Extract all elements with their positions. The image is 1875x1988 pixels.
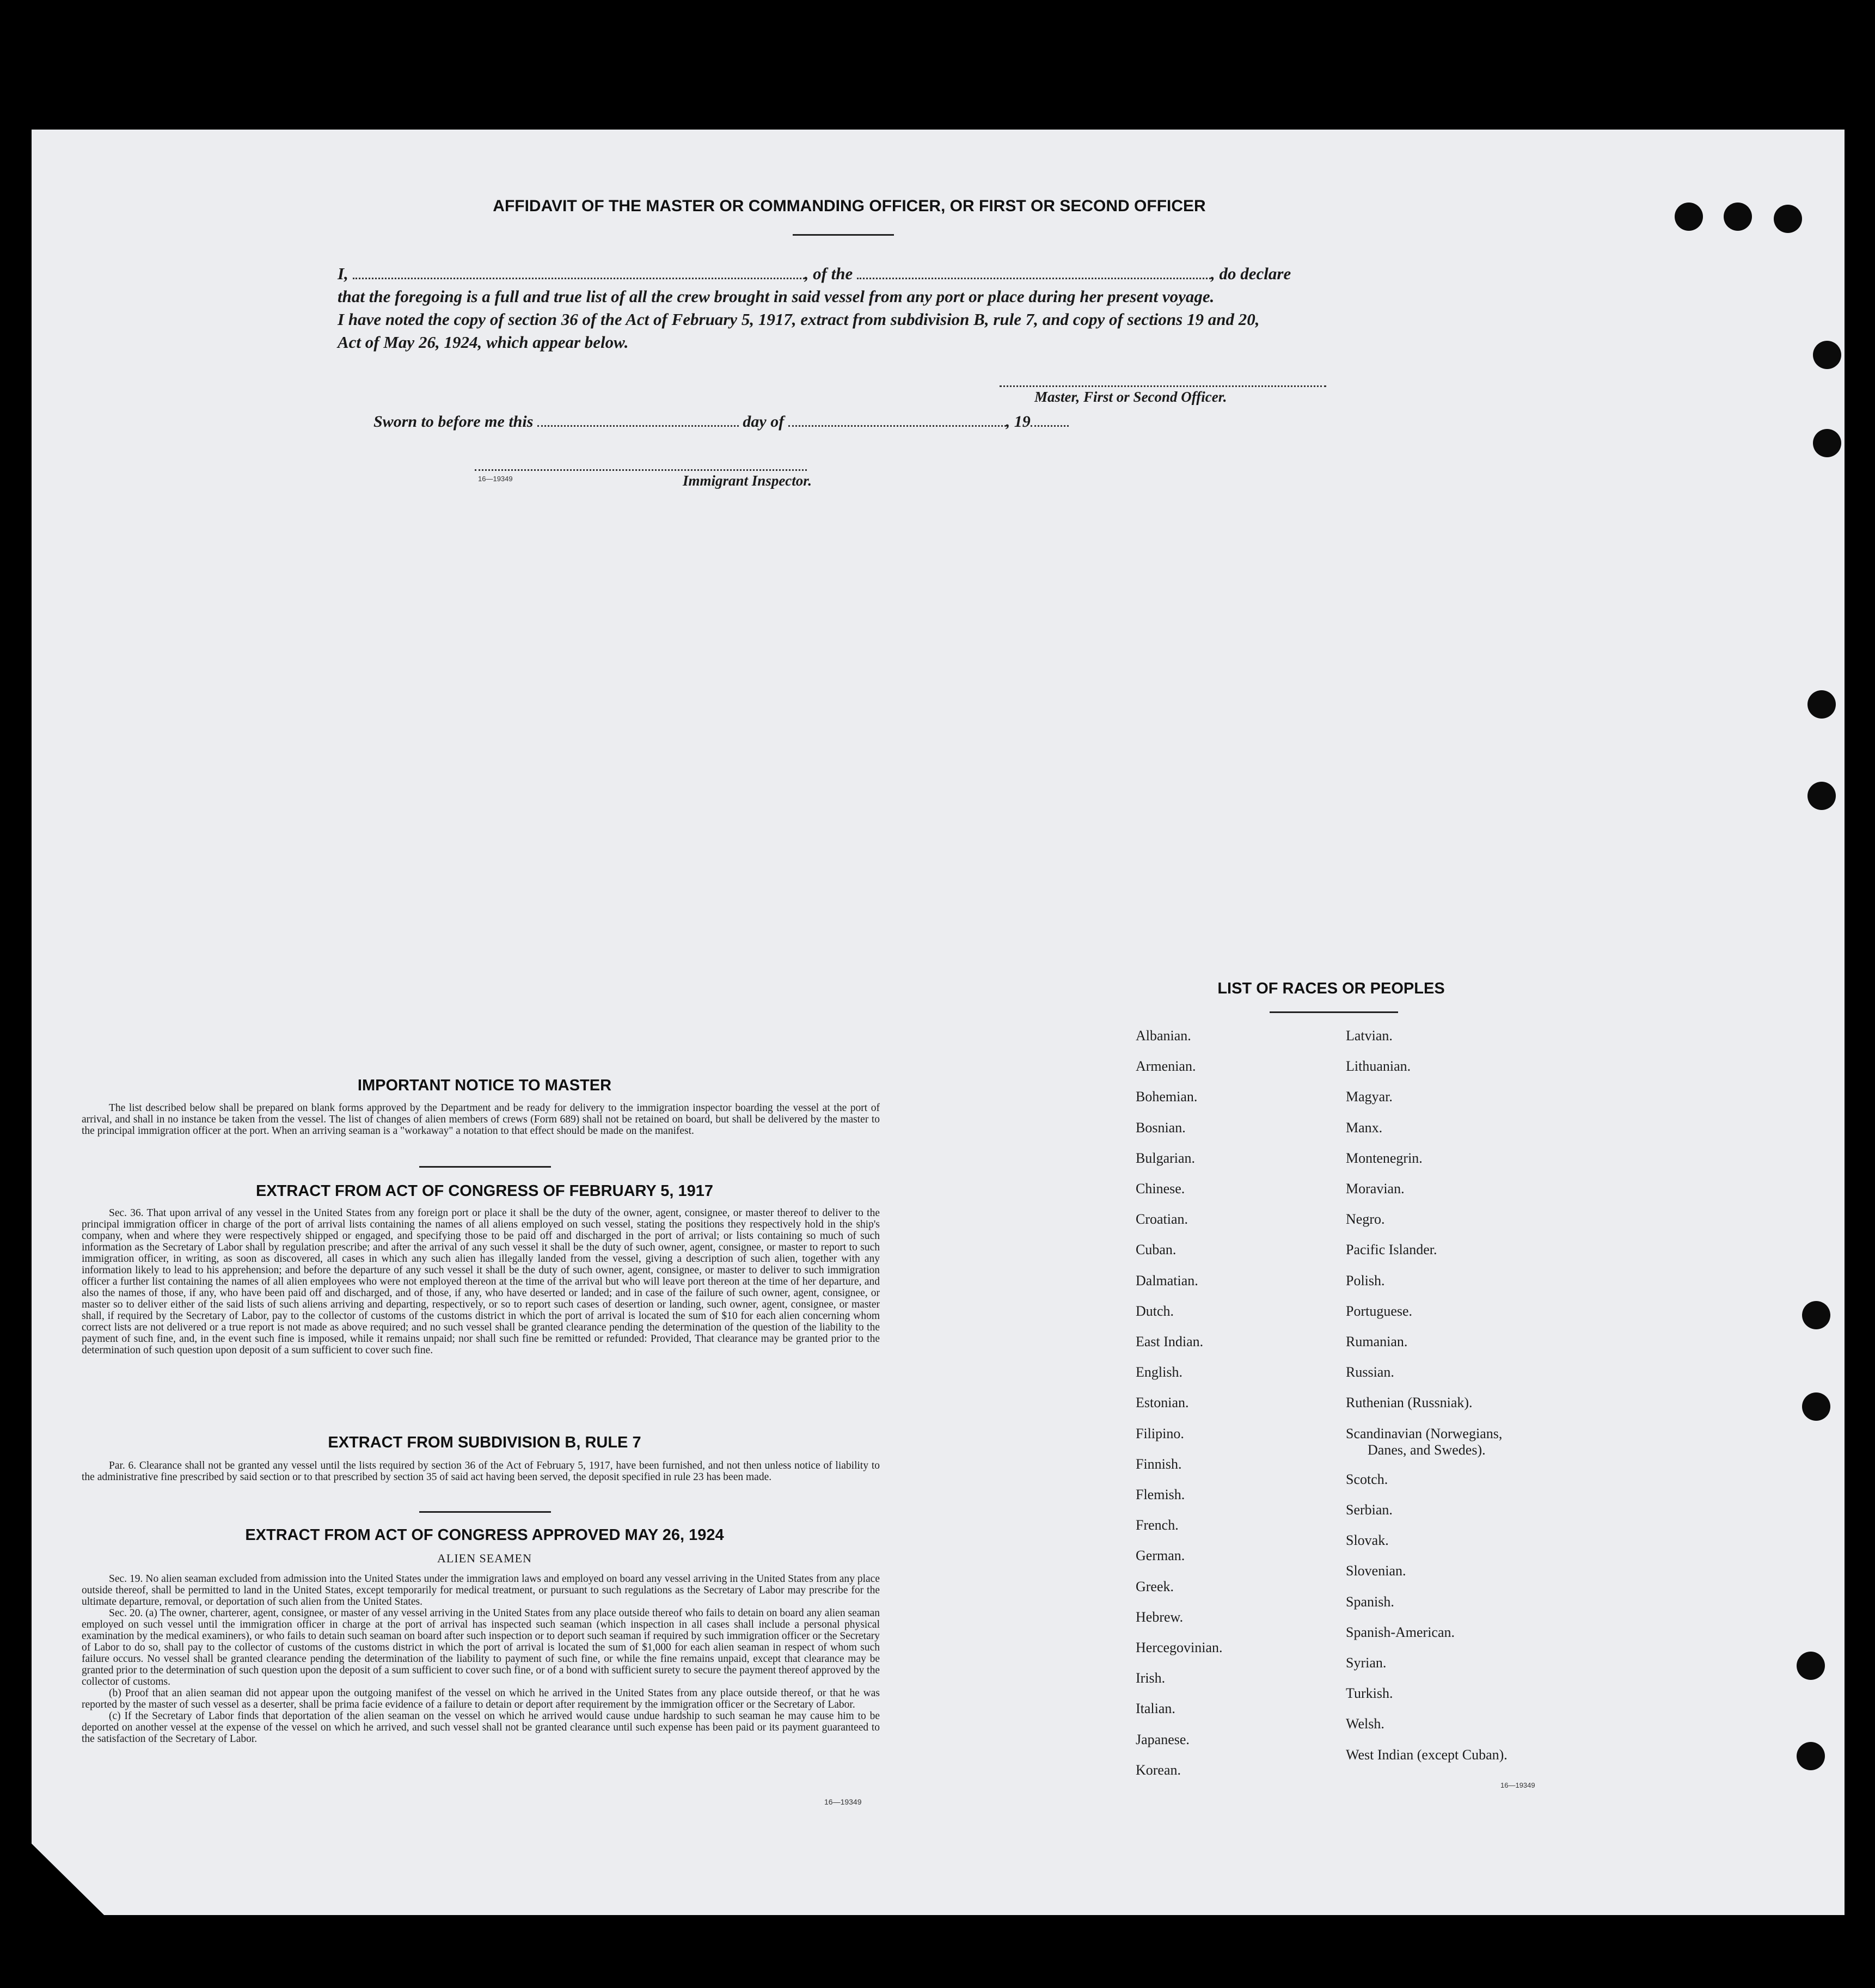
race-item: Scotch. — [1346, 1471, 1388, 1487]
binder-hole — [1724, 203, 1752, 231]
notice-body — [82, 1102, 880, 1137]
race-item: Estonian. — [1136, 1395, 1189, 1411]
sworn-day-field[interactable] — [537, 413, 739, 427]
race-item: East Indian. — [1136, 1334, 1204, 1349]
binder-hole — [1813, 429, 1841, 457]
race-item: Slovenian. — [1346, 1563, 1406, 1579]
affidavit-mid: , of the — [804, 264, 853, 283]
binder-hole — [1813, 341, 1841, 369]
race-item: Albanian. — [1136, 1028, 1191, 1044]
race-item: Spanish. — [1346, 1593, 1394, 1610]
subdivision-title: EXTRACT FROM SUBDIVISION B, RULE 7 — [328, 1434, 641, 1451]
race-item: Lithuanian. — [1346, 1058, 1411, 1075]
form-number: 16—19349 — [824, 1797, 862, 1806]
affidavit-line-4: Act of May 26, 1924, which appear below. — [338, 333, 629, 352]
binder-hole — [1802, 1301, 1830, 1329]
race-item: Bohemian. — [1136, 1089, 1198, 1105]
sec-20b-text: (b) Proof that an alien seaman did not appear upon the outgoing manifest of the vessel on which he arrived in the United States from any place outside thereof, or that he was reported by the master of such vessel as a deserter, shall be prima facie evidence of a failure to detain or deport after requirement by the immigration officer or the Secretary of Labor. — [82, 1688, 880, 1710]
race-item: Danes, and Swedes). — [1368, 1441, 1486, 1458]
race-item: Scandinavian (Norwegians, — [1346, 1425, 1503, 1441]
race-item: Serbian. — [1346, 1502, 1393, 1518]
section-divider — [419, 1166, 551, 1168]
race-item: Croatian. — [1136, 1211, 1188, 1228]
race-item: West Indian (except Cuban). — [1346, 1746, 1508, 1763]
race-item: Polish. — [1346, 1272, 1385, 1288]
binder-hole — [1675, 203, 1703, 231]
inspector-label: Immigrant Inspector. — [683, 473, 812, 489]
race-item: Manx. — [1346, 1119, 1383, 1136]
extract-1924-body — [82, 1573, 880, 1745]
affidavit-suffix: , do declare — [1211, 264, 1291, 283]
title-underline — [793, 234, 894, 236]
race-item: German. — [1136, 1548, 1185, 1564]
race-item: Bulgarian. — [1136, 1150, 1196, 1166]
form-number: 16—19349 — [1500, 1781, 1535, 1789]
race-item: Dalmatian. — [1136, 1272, 1198, 1288]
race-item: Armenian. — [1136, 1058, 1196, 1075]
section-divider — [419, 1511, 551, 1513]
race-item: Portuguese. — [1346, 1303, 1413, 1319]
sworn-mid: day of — [743, 413, 785, 431]
affidavit-prefix: I, — [338, 264, 348, 283]
race-item: Slovak. — [1346, 1532, 1389, 1549]
race-item: Rumanian. — [1346, 1334, 1408, 1349]
sec-36-text: Sec. 36. That upon arrival of any vessel in the United States from any foreign port or place it shall be the duty of the owner, agent, consignee, or master thereof to deliver to the principal immigration officer in charge of the port of arrival lists containing the names of all aliens employed on such vessel, stating the positions they respectively hold in the ship's company, when and where they were respectively shipped or engaged, and specifying those to be paid off and discharged in the port of arrival; or lists containing so much of such information as the Secretary of Labor shall by regulation prescribe; and after the arrival of any such vessel it shall be the duty of such owner, agent, consignee, or master to report to such immigration officer, in writing, as soon as discovered, all cases in which any such alien has illegally landed from the vessel, giving a description of such alien, together with any information likely to lead to his apprehension; and before the departure of any such vessel it shall be the duty of such owner, agent, consignee, or master to deliver to such immigration officer a further list containing the names of all alien employees who were not employed thereon at the time of the arrival but who will leave port thereon at the time of her departure, and also the names of those, if any, who have been paid off and discharged, and of those, if any, who have deserted or landed; and in case of the failure of such owner, agent, consignee, or master so to deliver either of the said lists of such aliens arriving and departing, respectively, or so to report such cases of desertion or landing, such owner, agent, consignee, or master shall, if required by the Secretary of Labor, pay to the collector of customs of the customs district in which the port of arrival is located the sum of $10 for each alien concerning whom correct lists are not delivered or a true report is not made as above required; and no such vessel shall be granted clearance pending the determination of the question of the liability to the payment of such fine, and, in the event such fine is imposed, while it remains unpaid; nor shall such fine be remitted or refunded: Provided, That clearance may be granted prior to the determination of such question upon deposit of a sum sufficient to cover such fine. — [82, 1207, 880, 1356]
race-item: English. — [1136, 1364, 1182, 1380]
binder-hole — [1807, 782, 1836, 810]
race-item: Hercegovinian. — [1136, 1640, 1223, 1655]
race-item: Turkish. — [1346, 1685, 1393, 1702]
sworn-suffix: , 19 — [1006, 413, 1031, 431]
sworn-line — [373, 413, 1069, 431]
race-item: Filipino. — [1136, 1425, 1184, 1441]
extract-1924-subtitle: ALIEN SEAMEN — [437, 1551, 532, 1565]
binder-hole — [1774, 205, 1802, 233]
sworn-month-field[interactable] — [788, 413, 1006, 427]
notice-title: IMPORTANT NOTICE TO MASTER — [357, 1077, 612, 1094]
race-item: Ruthenian (Russniak). — [1346, 1395, 1473, 1411]
subdivision-body — [82, 1460, 880, 1483]
race-item: Japanese. — [1136, 1731, 1190, 1747]
affidavit-line-1 — [338, 262, 1350, 285]
name-field[interactable] — [353, 265, 805, 279]
sec-20c-text: (c) If the Secretary of Labor finds that deportation of the alien seaman on the vessel on which he arrived would cause undue hardship to such seaman he may cause him to be deported on another vessel at the expense of the vessel on which he arrived, and such vessel shall not be granted clearance until such expense has been paid or its payment guaranteed to the satisfaction of the Secretary of Labor. — [82, 1710, 880, 1745]
master-signature-label: Master, First or Second Officer. — [1034, 389, 1227, 405]
race-item: Pacific Islander. — [1346, 1242, 1437, 1258]
race-item: Dutch. — [1136, 1303, 1174, 1319]
notice-text: The list described below shall be prepared on blank forms approved by the Department and be ready for delivery to the immigration inspector boarding the vessel at the port of arrival, and shall in no instance be taken from the vessel. The list of changes of alien members of crews (Form 689) shall not be retained on board, but shall be delivered by the master to the principal immigration officer at the port. When an arriving seaman is a "workaway" a notation to that effect should be made on the manifest. — [82, 1102, 880, 1137]
race-item: Cuban. — [1136, 1242, 1177, 1258]
race-item: Irish. — [1136, 1670, 1166, 1686]
race-item: Syrian. — [1346, 1655, 1387, 1671]
par-6-text: Par. 6. Clearance shall not be granted any vessel until the lists required by section 36 of the Act of February 5, 1917, have been furnished, and not then unless notice of liability to the administrative fine prescribed by said section or to that prescribed by section 35 of said act having been served, the deposit specified in rule 23 has been made. — [82, 1460, 880, 1483]
sworn-year-field[interactable] — [1031, 413, 1069, 427]
race-item: Welsh. — [1346, 1716, 1384, 1732]
race-item: Moravian. — [1346, 1181, 1405, 1197]
races-title: LIST OF RACES OR PEOPLES — [1217, 980, 1445, 997]
binder-hole — [1797, 1742, 1825, 1770]
sworn-prefix: Sworn to before me this — [373, 413, 534, 431]
race-item: Korean. — [1136, 1762, 1181, 1778]
extract-1917-body — [82, 1207, 880, 1356]
form-number: 16—19349 — [478, 475, 513, 483]
race-item: Flemish. — [1136, 1487, 1185, 1502]
master-signature-line[interactable] — [1000, 385, 1326, 387]
affidavit-line-3: I have noted the copy of section 36 of the Act of February 5, 1917, extract from subdivision B, rule 7, and copy of sections 19 and 20, — [338, 310, 1260, 329]
race-item: Finnish. — [1136, 1456, 1182, 1472]
race-item: Italian. — [1136, 1701, 1175, 1717]
binder-hole — [1807, 690, 1836, 719]
race-item: Hebrew. — [1136, 1609, 1184, 1625]
race-item: Magyar. — [1346, 1089, 1393, 1105]
sec-19-text: Sec. 19. No alien seaman excluded from admission into the United States under the immigration laws and employed on board any vessel arriving in the United States from any place outside thereof, shall be permitted to land in the United States, except temporarily for medical treatment, or pursuant to such regulations as the Secretary of Labor may prescribe for the ultimate departure, removal, or deportation of such alien from the United States. — [82, 1573, 880, 1607]
affidavit-line-2: that the foregoing is a full and true list of all the crew brought in said vessel from any port or place during her present voyage. — [338, 287, 1215, 306]
affidavit-title: AFFIDAVIT OF THE MASTER OR COMMANDING OFFICER, OR FIRST OR SECOND OFFICER — [493, 197, 1206, 215]
binder-hole — [1797, 1652, 1825, 1680]
race-item: Negro. — [1346, 1211, 1385, 1228]
inspector-signature-line[interactable] — [475, 469, 807, 471]
race-item: Chinese. — [1136, 1181, 1185, 1197]
race-item: Latvian. — [1346, 1028, 1393, 1044]
race-item: French. — [1136, 1517, 1179, 1533]
race-item: Montenegrin. — [1346, 1150, 1423, 1166]
race-item: Bosnian. — [1136, 1119, 1186, 1136]
race-item: Russian. — [1346, 1364, 1394, 1380]
vessel-field[interactable] — [857, 265, 1211, 279]
race-item: Greek. — [1136, 1578, 1174, 1594]
extract-1917-title: EXTRACT FROM ACT OF CONGRESS OF FEBRUARY 5, 1917 — [255, 1182, 714, 1200]
extract-1924-title: EXTRACT FROM ACT OF CONGRESS APPROVED MAY 26, 1924 — [245, 1526, 724, 1544]
binder-hole — [1802, 1392, 1830, 1421]
race-item: Spanish-American. — [1346, 1624, 1455, 1640]
races-title-underline — [1270, 1011, 1398, 1013]
sec-20a-text: Sec. 20. (a) The owner, charterer, agent, consignee, or master of any vessel arriving in the United States from any place outside thereof who fails to detain on board any alien seaman employed on such vessel until the immigration officer in charge at the port of arrival has inspected such seaman (which inspection in all cases shall include a personal physical examination by the medical examiners), or who fails to detain such seaman on board after such inspection or to deport such seaman if required by such immigration officer or the Secretary of Labor to do so, shall pay to the collector of customs of the customs district in which the port of arrival is located the sum of $1,000 for each alien seaman in respect of whom such failure occurs. No vessel shall be granted clearance pending the determination of the liability to payment of such fine, or while the fine remains unpaid, except that clearance may be granted prior to the determination of such question upon the deposit of a sum sufficient to cover such fine, or of a bond with sufficient surety to secure the payment thereof approved by the collector of customs. — [82, 1607, 880, 1688]
